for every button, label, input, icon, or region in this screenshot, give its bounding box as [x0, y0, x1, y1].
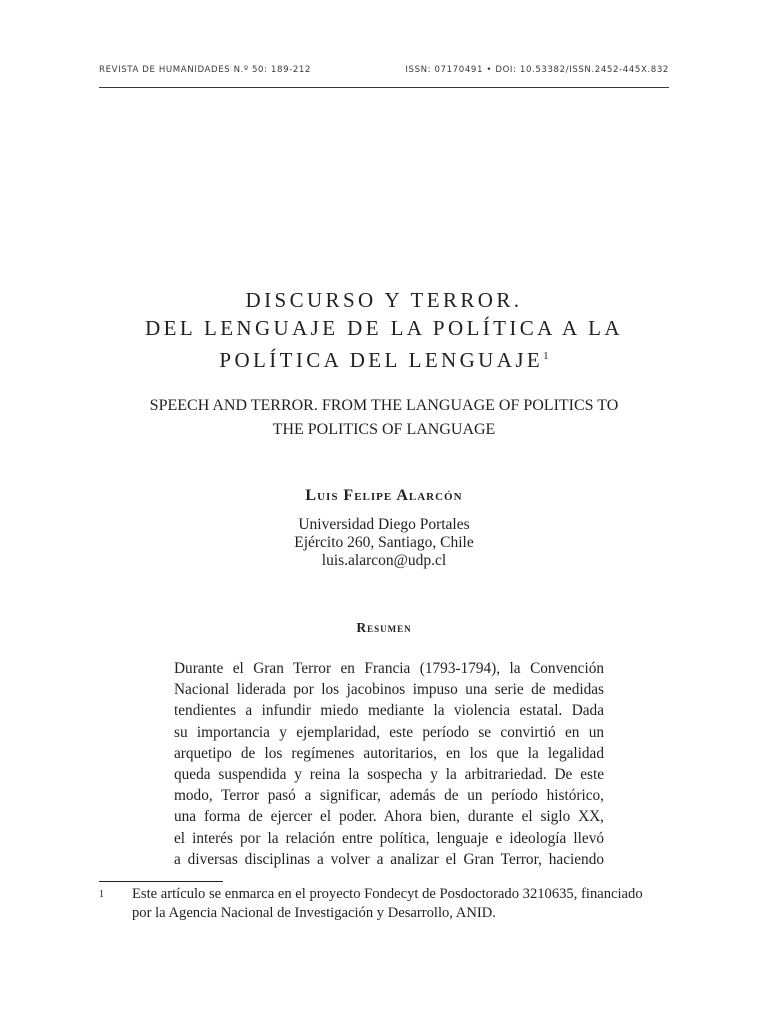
abstract-body [174, 658, 604, 870]
abstract-line: su importancia y ejemplaridad, este período se convirtió en un [174, 723, 604, 741]
abstract-line: a diversas disciplinas a volver a analizar el Gran Terror, haciendo [174, 850, 604, 868]
article-title [60, 286, 708, 374]
abstract-line: tendientes a infundir miedo mediante la violencia estatal. Dada [174, 702, 604, 720]
abstract-line: Durante el Gran Terror en Francia (1793-1794), la Convención [174, 660, 604, 677]
footnote-divider [99, 881, 223, 882]
running-header [99, 65, 669, 75]
english-title [80, 394, 688, 442]
issn-doi: ISSN: 07170491 • DOI: 10.53382/ISSN.2452-445X.832 [405, 65, 669, 75]
author-affiliation [100, 516, 668, 570]
footnote-line-1: Este artículo se enmarca en el proyecto Fondecyt de Posdoctorado 3210635, financiado [132, 886, 643, 902]
abstract-line: el interés por la relación entre política, lenguaje e ideología llevó [174, 829, 604, 847]
abstract-heading: Resumen [356, 620, 412, 635]
abstract-line: modo, Terror pasó a significar, además de un período histórico, [174, 787, 604, 805]
author-name: Luis Felipe Alarcón [305, 487, 463, 504]
abstract-line: Nacional liderada por los jacobinos impuso una serie de medidas [174, 681, 604, 699]
footnote-number: 1 [99, 889, 104, 900]
footnote-line-2: por la Agencia Nacional de Investigación y Desarrollo, ANID. [132, 905, 496, 921]
footnote-text [132, 885, 674, 923]
title-line-1: DISCURSO Y TERROR. [245, 288, 523, 312]
abstract-line: queda suspendida y reina la sospecha y la arbitrariedad. De este [174, 766, 604, 784]
affiliation-university: Universidad Diego Portales [298, 516, 470, 533]
journal-citation: REVISTA DE HUMANIDADES N.º 50: 189-212 [99, 65, 312, 75]
abstract-line: una forma de ejercer el poder. Ahora bien, durante el siglo XX, [174, 808, 604, 826]
title-footnote-mark: 1 [543, 350, 549, 362]
title-line-3 [60, 342, 708, 374]
abstract-line: arquetipo de los regímenes autoritarios, en los que la legalidad [174, 744, 604, 762]
affiliation-address: Ejército 260, Santiago, Chile [294, 534, 474, 551]
header-divider [99, 87, 669, 88]
title-line-3-text: POLÍTICA DEL LENGUAJE [219, 348, 544, 372]
english-title-line-2: THE POLITICS OF LANGUAGE [272, 421, 496, 438]
footnote [99, 885, 674, 923]
english-title-line-1: SPEECH AND TERROR. FROM THE LANGUAGE OF POLITICS TO [149, 397, 619, 414]
title-line-2: DEL LENGUAJE DE LA POLÍTICA A LA [145, 316, 623, 340]
affiliation-email: luis.alarcon@udp.cl [321, 552, 447, 569]
